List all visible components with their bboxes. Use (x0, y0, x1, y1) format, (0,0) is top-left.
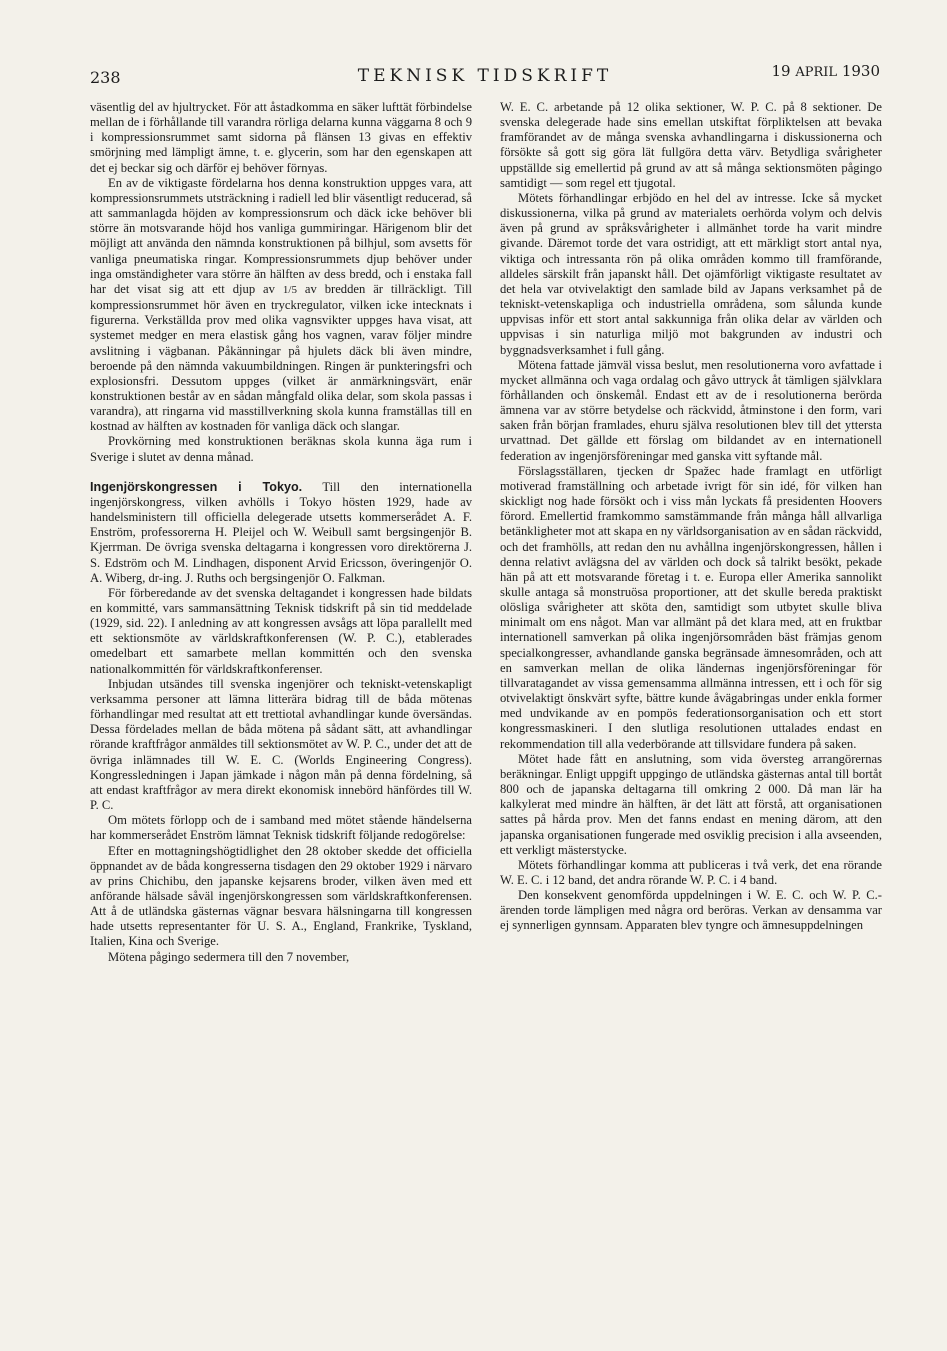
paragraph: Mötets förhandlingar erbjödo en hel del av intresse. Icke så mycket diskussionerna, vilka på grund av materialets oerhörda volym och delvis även på grund av språksvårigheter i allmänhet torde ha varit mindre givande. Däremot torde det vara ostridigt, att ett märkligt stort antal nya, viktiga och intressanta rön på olika områden kommo till framförande, alldeles särskilt från japanskt håll. Det ojämförligt viktigaste resultatet av det hela var otvivelaktigt den samlade bild av Japans verksamhet på de tekniskt-vetenskapliga och industriella områdena, som sålunda kunde uppvisas inför ett stort antal sakkunniga från olika delar av världen och uppvisas i sin naturliga miljö mot bakgrunden av industri och byggnadsverksamhet i full gång. (500, 190, 882, 357)
page-number: 238 (90, 68, 121, 87)
fraction: 1/5 (282, 283, 297, 296)
paragraph: väsentlig del av hjultrycket. För att åstadkomma en säker lufttät förbindelse mellan de i förhållande till varandra rörliga delarna kunna väggarna 8 och 9 i kompressionsrummet samt sidorna på flänsen 13 givas en effektiv smörjning med lämpligt ämne, t. e. glycerin, som har den egenskapen att det ej beckar sig och därför ej behöver förnyas. (90, 100, 472, 175)
paragraph: Inbjudan utsändes till svenska ingenjörer och tekniskt-vetenskapligt verksamma personer att lämna litterära bidrag till de båda mötenas förhandlingar med resultat att ett trettiotal avhandlingar kunde översändas. Dessa fördelades mellan de båda mötena på sådant sätt, att avhandlingar rörande kraftfrågor anmäldes till sektionsmötet av W. P. C., under det att de övriga inlämnades till W. E. C. (Worlds Engineering Congress). Kongressledningen i Japan jämkade i någon mån på denna fördelning, så att endast kraftfrågor av mera direkt ekonomisk innebörd hänfördes till W. P. C. (90, 676, 472, 813)
right-column (500, 100, 882, 1325)
date-day: 19 (771, 62, 791, 80)
page-date (771, 62, 880, 80)
paragraph: Om mötets förlopp och de i samband med mötet stående händelserna har kommerserådet Enström lämnat Teknisk tidskrift följande redogörelse: (90, 813, 472, 843)
paragraph: Efter en mottagningshögtidlighet den 28 oktober skedde det officiella öppnandet av de båda kongresserna tisdagen den 29 oktober 1929 i närvaro av prins Chichibu, den japanske kejsarens broder, vilken även med ett anförande hälsade såväl ingenjörskongressen som världskraftkonferensen. Att å de utländska gästernas vägnar besvara hälsningarna till kongressen hade utsetts representanter för U. S. A., England, Frankrike, Tyskland, Italien, Kina och Sverige. (90, 843, 472, 949)
paragraph: Förslagsställaren, tjecken dr Spažec hade framlagt en utförligt motiverad framställning och arbetade ivrigt för sin idé, för vilken han skickligt nog hade försökt och i viss mån lyckats få presidenten Hoovers förord. Emellertid framkommo samstämmande från många håll allvarliga betänkligheter mot att skapa en ny världsorganisation av en sådan räckvidd, och det framhölls, att redan den nu avhållna ingenjörskongressen, hållen i denna relativt avlägsna del av världen och dock så talrikt besökt, pekade hän på att ett motsvarande företag i t. e. Europa eller Amerika sannolikt skulle antaga så monstruösa proportioner, att det skulle bereda praktiskt olösliga svårigheter att sköta den, samtidigt som utbytet skulle bliva minimalt om ens något. Man var allmänt på det klara med, att en fruktbar internationell samverkan på olika ingenjörsområden bäst främjas genom specialkongresser, avhandlande ganska begränsade ämnesområden, och att en samverkan mellan de olika ländernas ingenjörsföreningar för tillvaratagandet av vissa gemensamma allmänna intressen, ett i och för sig otvivelaktigt önskvärt syfte, bättre kunde åvägabringas under enkla former med undvikande av en pompös federationsorganisation och ett stort kongressmaskineri. I den slutliga resolutionen uttalades endast en rekommendation till alla vederbörande att tillsvidare fundera på saken. (500, 463, 882, 751)
paragraph: Mötet hade fått en anslutning, som vida översteg arrangörernas beräkningar. Enligt uppgift uppgingo de utländska gästernas antal till bortåt 800 och de japanska deltagarna till omkring 2 000. Då man lär ha kalkylerat med mindre än hälften, är det lätt att förstå, att organisationen sattes på hårda prov. Men det fanns endast en mening därom, att den japanska organisationen fungerade med osviklig precision i alla avseenden, ett verkligt mästerstycke. (500, 751, 882, 857)
date-month: APRIL (795, 65, 838, 80)
left-column (90, 100, 472, 1325)
paragraph (90, 176, 472, 435)
section-paragraph (90, 480, 472, 586)
paragraph: Provkörning med konstruktionen beräknas skola kunna äga rum i Sverige i slutet av denna månad. (90, 434, 472, 464)
paragraph-text: Till den internationella ingenjörskongress, vilken avhölls i Tokyo hösten 1929, hade av handelsministern till officiella delegerade utsetts kommerserådet A. F. Enström, professorerna H. Pleijel och W. Weibull samt bergsingenjör B. Kjerrman. De övriga svenska deltagarna i kongressen voro direktörerna J. S. Edström och M. Lindhagen, disponent Arvid Ericsson, överingenjör O. A. Wiberg, dr-ing. J. Ruths och bergsingenjör O. Falkman. (90, 479, 472, 585)
section-heading: Ingenjörskongressen i Tokyo. (90, 479, 303, 494)
journal-title: TEKNISK TIDSKRIFT (357, 66, 613, 86)
paragraph-text: av bredden är tillräckligt. Till kompressionsrummet hör även en tryckregulator, vilken icke intecknats i figurerna. Verkställda prov med olika vagnsvikter uppges hava visat, att systemet medger en mera elastisk gång hos vagnen, varav följer mindre avslitning i vägbanan. Påkänningar på hjulets däck bli även mindre, beroende på den nämnda vakuumbildningen. Ringen är punkteringsfri och explosionsfri. Dessutom uppges (vilket är anmärkningsvärt, enär konstruktionen består av en sådan mångfald olika delar, som skola passas i varandra), att ringarna vid masstillverkning skola kunna framställas till en kostnad av hälften av kostnaden för vanliga däck och slangar. (90, 281, 472, 434)
paragraph: Mötena fattade jämväl vissa beslut, men resolutionerna voro avfattade i mycket allmänna och vaga ordalag och gåvo uttryck åt tämligen självklara förhållanden och önskemål. Endast ett av de i resolutionerna berörda ämnena var av större betydelse och räckvidd, åtminstone i den form, vari saken från början framlades, ehuru själva resolutionen blev till det yttersta urvattnad. Det gällde ett förslag om bildandet av en internationell federation av ingenjörsföreningar med ganska vitt syftande mål. (500, 357, 882, 463)
paragraph: Den konsekvent genomförda uppdelningen i W. E. C. och W. P. C.-ärenden torde lämpligen med några ord beröras. Verkan av densamma var ej synnerligen gynnsam. Apparaten blev tyngre och ämnesuppdelningen (500, 888, 882, 933)
page-header (90, 62, 880, 90)
paragraph: Mötets förhandlingar komma att publiceras i två verk, det ena rörande W. E. C. i 12 band, det andra rörande W. P. C. i 4 band. (500, 857, 882, 887)
date-year: 1930 (841, 62, 880, 80)
paragraph: Mötena pågingo sedermera till den 7 november, (108, 949, 350, 964)
paragraph: För förberedande av det svenska deltagandet i kongressen hade bildats en kommitté, vars sammansättning Teknisk tidskrift på sin tid meddelade (1929, sid. 22). I anledning av att kongressen avsågs att löpa parallellt med ett sektionsmöte av världskraftkonferensen (W. P. C.), etablerades omedelbart ett samarbete mellan kommittén och den svenska nationalkommittén för världskraftkonferenser. (90, 585, 472, 676)
paragraph-text: En av de viktigaste fördelarna hos denna konstruktion uppges vara, att kompressionsrummets utsträckning i radiell led blir väsentligt reducerad, så att sammanlagda höjden av kompressionsrum och däck icke behöver bli större än motsvarande höjd hos vanliga gummiringar. Härigenom blir det möjligt att använda den nämnda konstruktionen på bilhjul, som avsetts för vanliga pneumatiska ringar. Kompressionsrummets djup behöver under inga omständigheter vara större än hälften av dess bredd, och i enstaka fall har det visat sig att ett djup av (90, 175, 472, 296)
paragraph: W. E. C. arbetande på 12 olika sektioner, W. P. C. på 8 sektioner. De svenska delegerade hade sins emellan utskiftat förpliktelsen att bevaka framförandet av de många svenska avhandlingarna i diskussionerna och försökte så gott sig göra lät fullgöra detta värv. Betydliga svårigheter uppställde sig emellertid på grund av att så många sektionsmöten pågingo samtidigt — som regel ett tjugotal. (500, 100, 882, 190)
